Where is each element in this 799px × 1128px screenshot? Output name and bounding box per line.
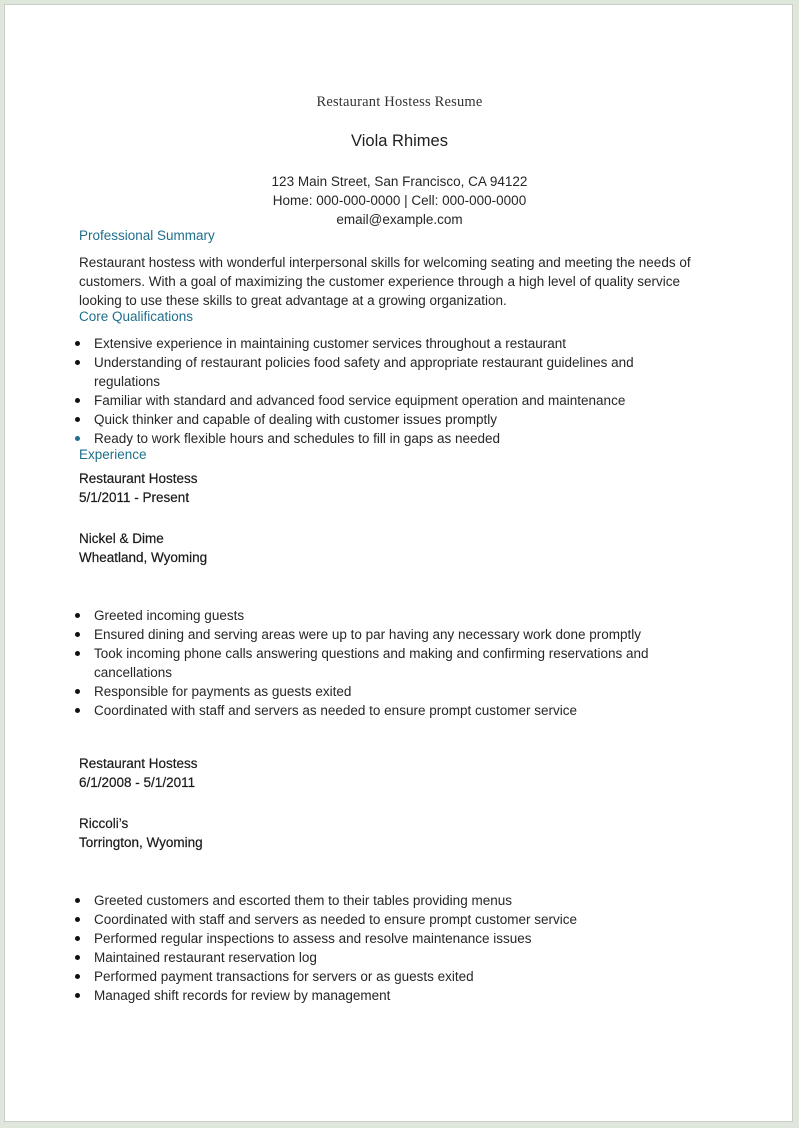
job-dates: 5/1/2011 - Present — [79, 490, 190, 505]
contact-phones: Home: 000-000-0000 | Cell: 000-000-0000 — [272, 193, 527, 208]
job-duty: Maintained restaurant reservation log — [94, 950, 317, 965]
bullet-icon — [75, 993, 80, 998]
job-duty: Performed payment transactions for servers or as guests exited — [94, 969, 474, 984]
job-duty: Ensured dining and serving areas were up to par having any necessary work done promptly — [94, 627, 642, 642]
job-location: Wheatland, Wyoming — [79, 550, 208, 565]
contact-email: email@example.com — [336, 212, 463, 227]
bullet-icon — [75, 417, 80, 422]
qualification-item-continuation: regulations — [94, 374, 161, 389]
qualification-item: Familiar with standard and advanced food service equipment operation and maintenance — [94, 393, 626, 408]
summary-line: Restaurant hostess with wonderful interpersonal skills for welcoming seating and meeting the needs of — [79, 255, 691, 270]
bullet-icon — [75, 708, 80, 713]
bullet-icon — [75, 955, 80, 960]
job-dates: 6/1/2008 - 5/1/2011 — [79, 775, 196, 790]
section-heading-core-qualifications: Core Qualifications — [79, 309, 194, 324]
contact-address: 123 Main Street, San Francisco, CA 94122 — [271, 174, 528, 189]
bullet-icon — [75, 689, 80, 694]
document-title: Restaurant Hostess Resume — [316, 94, 483, 110]
bullet-icon — [75, 974, 80, 979]
section-heading-experience: Experience — [79, 447, 147, 462]
qualification-item: Extensive experience in maintaining customer services throughout a restaurant — [94, 336, 566, 351]
bullet-icon — [75, 917, 80, 922]
summary-line: customers. With a goal of maximizing the customer experience through a high level of quality service — [79, 274, 681, 289]
job-duty: Coordinated with staff and servers as needed to ensure prompt customer service — [94, 703, 578, 718]
job-duty: Greeted customers and escorted them to their tables providing menus — [94, 893, 512, 908]
job-company: Nickel & Dime — [79, 531, 164, 546]
bullet-icon — [75, 613, 80, 618]
summary-line: looking to use these skills to great advantage at a growing organization. — [79, 293, 507, 308]
job-company: Riccoli’s — [79, 816, 129, 831]
job-title: Restaurant Hostess — [79, 756, 198, 771]
bullet-icon — [75, 398, 80, 403]
bullet-icon — [75, 898, 80, 903]
bullet-icon — [75, 936, 80, 941]
bullet-icon — [75, 436, 80, 441]
qualification-item: Understanding of restaurant policies food safety and appropriate restaurant guidelines and — [94, 355, 634, 370]
bullet-icon — [75, 341, 80, 346]
bullet-icon — [75, 651, 80, 656]
section-heading-professional-summary: Professional Summary — [79, 228, 215, 243]
qualification-item: Quick thinker and capable of dealing with customer issues promptly — [94, 412, 497, 427]
job-duty: Took incoming phone calls answering questions and making and confirming reservations and — [94, 646, 649, 661]
bullet-icon — [75, 632, 80, 637]
job-duty: Greeted incoming guests — [94, 608, 245, 623]
job-duty: Responsible for payments as guests exited — [94, 684, 352, 699]
job-duty: Managed shift records for review by management — [94, 988, 391, 1003]
job-duty: Coordinated with staff and servers as needed to ensure prompt customer service — [94, 912, 578, 927]
candidate-name: Viola Rhimes — [351, 132, 448, 150]
job-location: Torrington, Wyoming — [79, 835, 203, 850]
job-duty-continuation: cancellations — [94, 665, 173, 680]
qualification-item: Ready to work flexible hours and schedules to fill in gaps as needed — [94, 431, 500, 446]
bullet-icon — [75, 360, 80, 365]
job-duty: Performed regular inspections to assess and resolve maintenance issues — [94, 931, 532, 946]
job-title: Restaurant Hostess — [79, 471, 198, 486]
